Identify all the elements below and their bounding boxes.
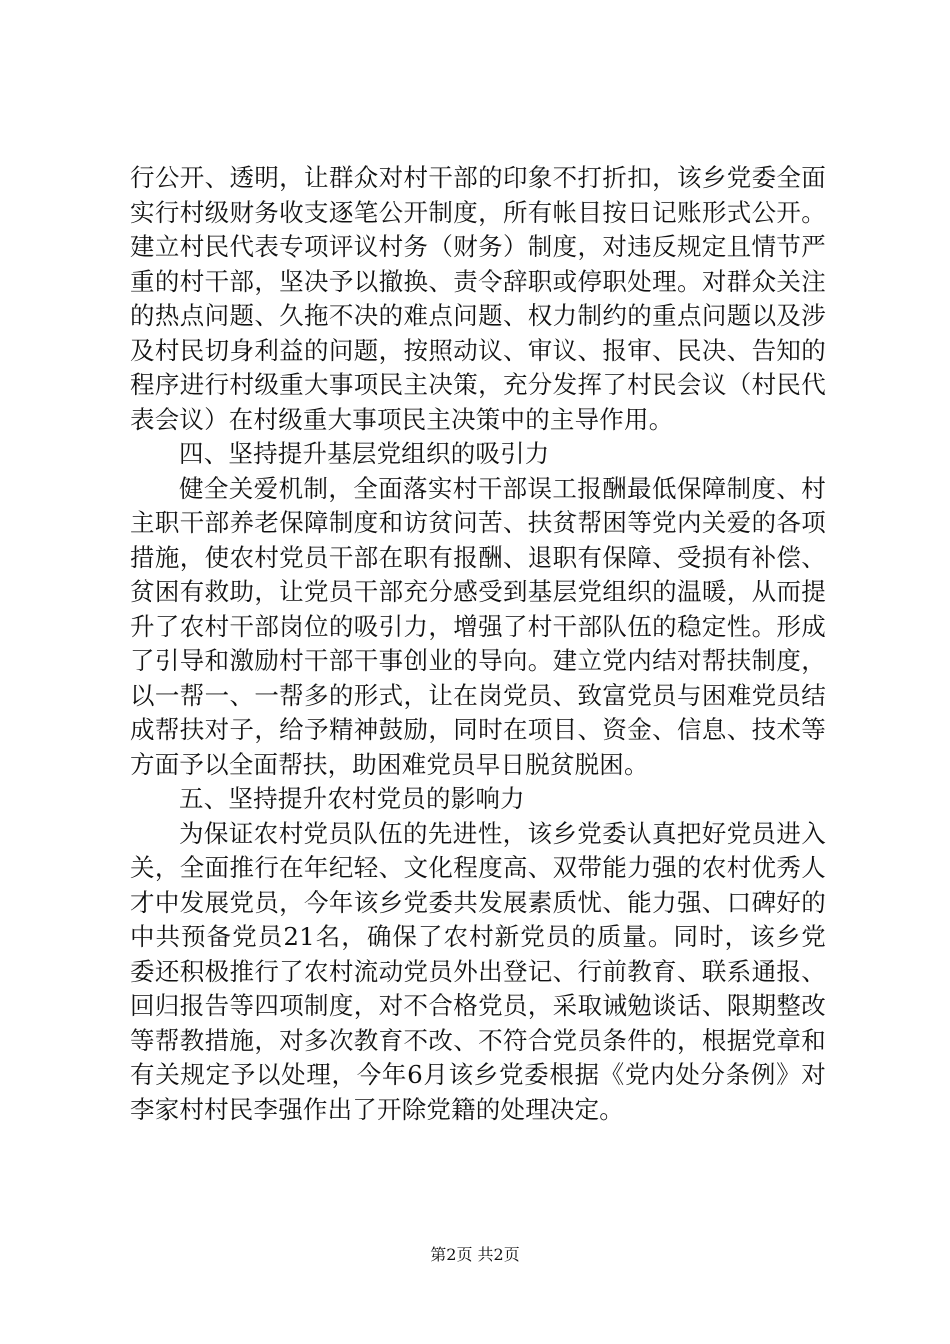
paragraph-section-four: 健全关爱机制，全面落实村干部误工报酬最低保障制度、村主职干部养老保障制度和访贫问苦、扶贫帮困等党内关爱的各项措施，使农村党员干部在职有报酬、退职有保障、受损有补偿、贫困有救助，让党员干部充分感受到基层党组织的温暖，从而提升了农村干部岗位的吸引力，增强了村干部队伍的稳定性。形成了引导和激励村干部干事创业的导向。建立党内结对帮扶制度，以一帮一、一帮多的形式，让在岗党员、致富党员与困难党员结成帮扶对子，给予精神鼓励，同时在项目、资金、信息、技术等方面予以全面帮扶，助困难党员早日脱贫脱困。	[130, 473, 826, 779]
document-body	[130, 161, 826, 1127]
page-footer	[0, 1245, 950, 1265]
paragraph-section-five: 为保证农村党员队伍的先进性，该乡党委认真把好党员进入关，全面推行在年纪轻、文化程度高、双带能力强的农村优秀人才中发展党员，今年该乡党委共发展素质忧、能力强、口碑好的中共预备党员21名，确保了农村新党员的质量。同时，该乡党委还积极推行了农村流动党员外出登记、行前教育、联系通报、回归报告等四项制度，对不合格党员，采取诫勉谈话、限期整改等帮教措施，对多次教育不改、不符合党员条件的，根据党章和有关规定予以处理，今年6月该乡党委根据《党内处分条例》对李家村村民李强作出了开除党籍的处理决定。	[130, 818, 826, 1124]
section-heading-four: 四、坚持提升基层党组织的吸引力	[179, 439, 550, 468]
section-heading-five: 五、坚持提升农村党员的影响力	[179, 784, 525, 813]
paragraph-continuation: 行公开、透明，让群众对村干部的印象不打折扣，该乡党委全面实行村级财务收支逐笔公开制度，所有帐目按日记账形式公开。建立村民代表专项评议村务（财务）制度，对违反规定且情节严重的村干部，坚决予以撤换、责令辞职或停职处理。对群众关注的热点问题、久拖不决的难点问题、权力制约的重点问题以及涉及村民切身利益的问题，按照动议、审议、报审、民决、告知的程序进行村级重大事项民主决策，充分发挥了村民会议（村民代表会议）在村级重大事项民主决策中的主导作用。	[130, 163, 826, 434]
page-number-label: 第2页 共2页	[430, 1245, 520, 1264]
